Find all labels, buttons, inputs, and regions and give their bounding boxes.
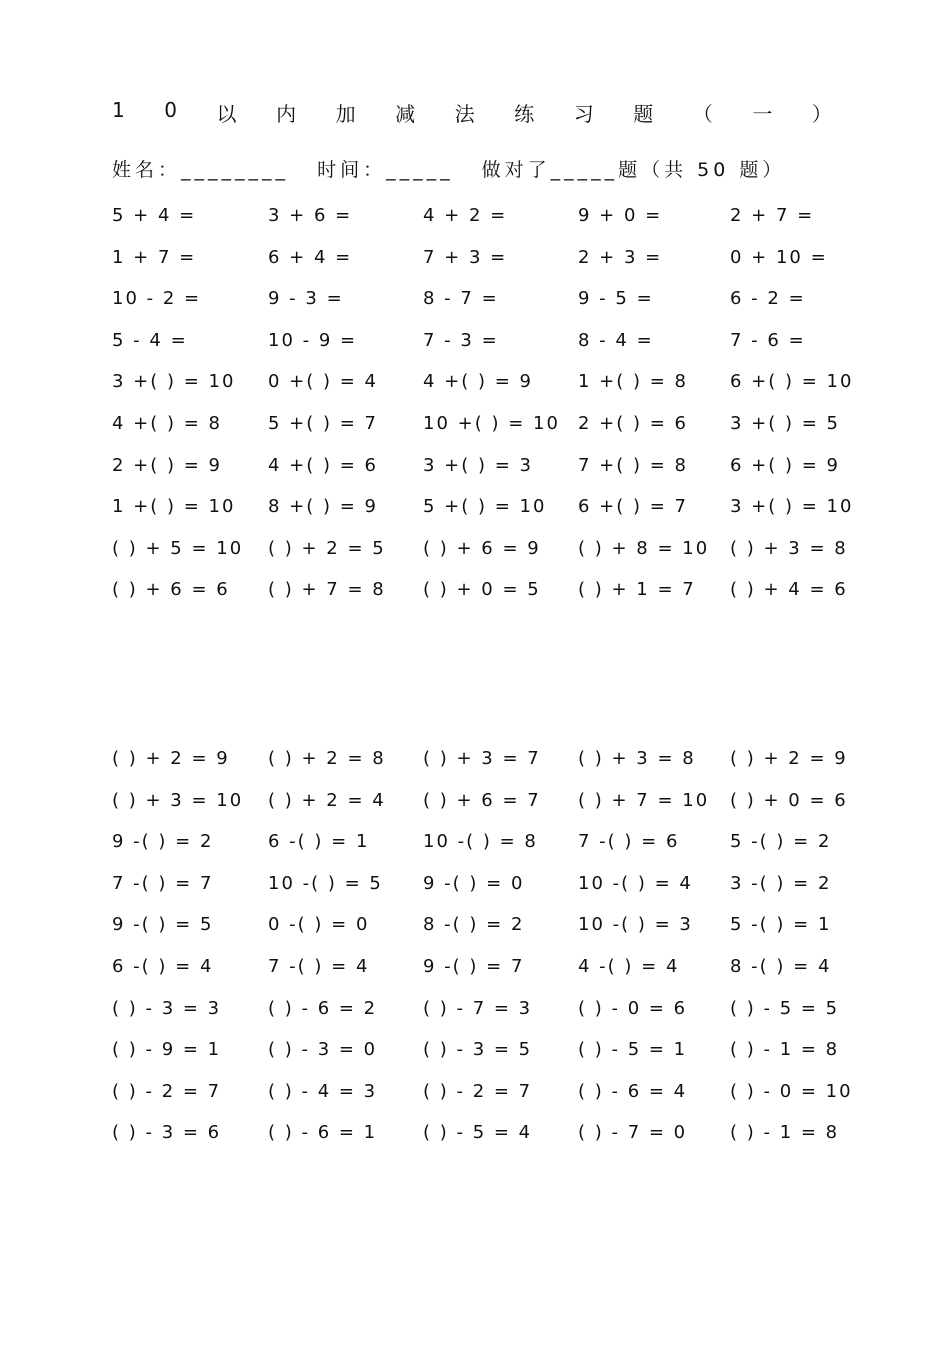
title-char: 加: [335, 102, 356, 126]
math-problem: 9 -( ) = 7: [423, 955, 525, 977]
math-problem: 7 - 3 =: [423, 329, 499, 351]
math-problem: 4 +( ) = 9: [423, 371, 533, 393]
math-problem: 5 -( ) = 2: [730, 831, 832, 853]
math-problem: ( ) - 7 = 0: [578, 1122, 688, 1144]
problem-row: [112, 288, 842, 330]
math-problem: 2 + 3 =: [578, 246, 663, 268]
title-char: 题: [633, 102, 654, 126]
problem-row: [112, 789, 848, 832]
math-problem: 4 +( ) = 8: [112, 412, 222, 434]
math-problem: ( ) + 2 = 9: [730, 748, 848, 769]
math-problem: 8 +( ) = 9: [268, 496, 378, 518]
math-problem: 10 - 2 =: [112, 288, 202, 310]
math-problem: 2 +( ) = 9: [112, 454, 222, 476]
math-problem: 6 +( ) = 7: [578, 496, 688, 518]
problem-row: [112, 205, 842, 247]
math-problem: ( ) + 7 = 10: [578, 789, 710, 811]
math-problem: ( ) - 1 = 8: [730, 1122, 840, 1144]
math-problem: 7 -( ) = 6: [578, 831, 680, 853]
math-problem: ( ) + 3 = 8: [730, 537, 848, 559]
problem-row: [112, 496, 854, 538]
math-problem: ( ) + 6 = 9: [423, 537, 541, 559]
math-problem: 5 - 4 =: [112, 329, 188, 351]
math-problem: ( ) - 9 = 1: [112, 1039, 222, 1061]
math-problem: ( ) + 3 = 7: [423, 748, 541, 769]
math-problem: ( ) + 3 = 10: [112, 789, 244, 811]
title-char: ）: [811, 102, 832, 126]
math-problem: ( ) - 6 = 2: [268, 997, 378, 1019]
math-problem: 10 -( ) = 3: [578, 914, 693, 936]
math-problem: 10 -( ) = 4: [578, 872, 693, 894]
math-problem: ( ) - 3 = 6: [112, 1122, 222, 1144]
problem-row: [112, 537, 848, 580]
math-problem: 4 -( ) = 4: [578, 955, 680, 977]
problem-section-2: [112, 748, 853, 1164]
math-problem: ( ) - 5 = 4: [423, 1122, 533, 1144]
title-char: 以: [216, 102, 237, 126]
math-problem: ( ) - 0 = 6: [578, 997, 688, 1019]
problem-row: [112, 873, 842, 915]
math-problem: ( ) - 0 = 10: [730, 1080, 853, 1102]
math-problem: 7 -( ) = 4: [268, 955, 370, 977]
math-problem: ( ) + 3 = 8: [578, 748, 696, 769]
math-problem: 3 +( ) = 10: [112, 371, 236, 393]
math-problem: 7 +( ) = 8: [578, 454, 688, 476]
problem-row: [112, 998, 842, 1040]
title-char: 练: [514, 102, 535, 126]
math-problem: 7 + 3 =: [423, 246, 508, 268]
math-problem: ( ) + 2 = 4: [268, 789, 386, 811]
math-problem: 8 - 4 =: [578, 329, 654, 351]
math-problem: ( ) + 2 = 9: [112, 748, 230, 769]
math-problem: 9 - 3 =: [268, 288, 344, 310]
math-problem: ( ) - 4 = 3: [268, 1080, 378, 1102]
title-char: 法: [454, 102, 475, 126]
math-problem: ( ) + 7 = 8: [268, 579, 386, 601]
math-problem: 9 - 5 =: [578, 288, 654, 310]
title-char: 内: [276, 102, 297, 126]
math-problem: 4 + 2 =: [423, 205, 508, 226]
math-problem: ( ) - 2 = 7: [423, 1080, 533, 1102]
score-field[interactable]: 做对了_____题（共 50 题）: [481, 159, 786, 181]
math-problem: 3 +( ) = 3: [423, 454, 533, 476]
math-problem: 10 +( ) = 10: [423, 412, 560, 434]
title-char: 减: [395, 102, 416, 126]
math-problem: ( ) - 2 = 7: [112, 1080, 222, 1102]
math-problem: 6 -( ) = 1: [268, 831, 370, 853]
math-problem: ( ) + 5 = 10: [112, 537, 244, 559]
math-problem: 0 +( ) = 4: [268, 371, 378, 393]
math-problem: ( ) + 6 = 6: [112, 579, 230, 601]
math-problem: ( ) + 4 = 6: [730, 579, 848, 601]
math-problem: ( ) - 3 = 0: [268, 1039, 378, 1061]
math-problem: 10 -( ) = 5: [268, 872, 383, 894]
math-problem: ( ) + 0 = 6: [730, 789, 848, 811]
math-problem: ( ) - 7 = 3: [423, 997, 533, 1019]
math-problem: 6 +( ) = 9: [730, 454, 840, 476]
worksheet-title: [112, 98, 832, 130]
title-char: 1: [112, 98, 125, 122]
math-problem: ( ) - 5 = 1: [578, 1039, 688, 1061]
problem-row: [112, 914, 842, 956]
math-problem: ( ) + 0 = 5: [423, 579, 541, 601]
math-problem: 9 -( ) = 5: [112, 914, 214, 936]
math-problem: ( ) - 6 = 4: [578, 1080, 688, 1102]
math-problem: ( ) - 6 = 1: [268, 1122, 378, 1144]
problem-row: [112, 371, 854, 413]
math-problem: 8 - 7 =: [423, 288, 499, 310]
title-char: 习: [573, 102, 594, 126]
math-problem: 0 -( ) = 0: [268, 914, 370, 936]
problem-row: [112, 1039, 842, 1081]
math-problem: 2 + 7 =: [730, 205, 815, 226]
math-problem: 3 + 6 =: [268, 205, 353, 226]
math-problem: 5 -( ) = 1: [730, 914, 832, 936]
math-problem: ( ) + 2 = 5: [268, 537, 386, 559]
math-problem: ( ) + 6 = 7: [423, 789, 541, 811]
math-problem: 5 + 4 =: [112, 205, 197, 226]
time-field[interactable]: 时间：_____: [317, 159, 454, 181]
math-problem: 5 +( ) = 10: [423, 496, 547, 518]
problem-row: [112, 831, 842, 873]
problem-row: [112, 413, 842, 455]
problem-row: [112, 1080, 853, 1123]
math-problem: 8 -( ) = 4: [730, 955, 832, 977]
math-problem: 7 -( ) = 7: [112, 872, 214, 894]
math-problem: 8 -( ) = 2: [423, 914, 525, 936]
title-char: 一: [752, 102, 773, 126]
math-problem: 3 +( ) = 10: [730, 496, 854, 518]
problem-section-1: [112, 205, 854, 621]
math-problem: 5 +( ) = 7: [268, 412, 378, 434]
math-problem: 2 +( ) = 6: [578, 412, 688, 434]
problem-row: [112, 579, 848, 621]
math-problem: ( ) + 8 = 10: [578, 537, 710, 559]
math-problem: 1 +( ) = 8: [578, 371, 688, 393]
math-problem: 10 - 9 =: [268, 329, 358, 351]
math-problem: 3 -( ) = 2: [730, 872, 832, 894]
problem-row: [112, 748, 848, 790]
math-problem: 9 -( ) = 0: [423, 872, 525, 894]
math-problem: 9 + 0 =: [578, 205, 663, 226]
math-problem: 1 + 7 =: [112, 246, 197, 268]
problem-row: [112, 247, 842, 289]
math-problem: ( ) + 1 = 7: [578, 579, 696, 601]
math-problem: ( ) - 1 = 8: [730, 1039, 840, 1061]
math-problem: ( ) - 5 = 5: [730, 997, 840, 1019]
math-problem: 4 +( ) = 6: [268, 454, 378, 476]
title-char: 0: [164, 98, 177, 122]
info-line: [112, 155, 842, 182]
problem-row: [112, 1122, 842, 1164]
math-problem: 6 +( ) = 10: [730, 371, 854, 393]
problem-row: [112, 330, 842, 372]
math-problem: 7 - 6 =: [730, 329, 806, 351]
math-problem: 6 -( ) = 4: [112, 955, 214, 977]
math-problem: 10 -( ) = 8: [423, 831, 538, 853]
title-char: （: [692, 102, 713, 126]
problem-row: [112, 455, 842, 497]
math-problem: 3 +( ) = 5: [730, 412, 840, 434]
math-problem: ( ) - 3 = 3: [112, 997, 222, 1019]
math-problem: 0 + 10 =: [730, 246, 828, 268]
problem-row: [112, 956, 842, 998]
math-problem: 6 + 4 =: [268, 246, 353, 268]
math-problem: 9 -( ) = 2: [112, 831, 214, 853]
math-problem: ( ) + 2 = 8: [268, 748, 386, 769]
math-problem: 6 - 2 =: [730, 288, 806, 310]
math-problem: 1 +( ) = 10: [112, 496, 236, 518]
math-problem: ( ) - 3 = 5: [423, 1039, 533, 1061]
name-field[interactable]: 姓名：________: [112, 159, 290, 181]
